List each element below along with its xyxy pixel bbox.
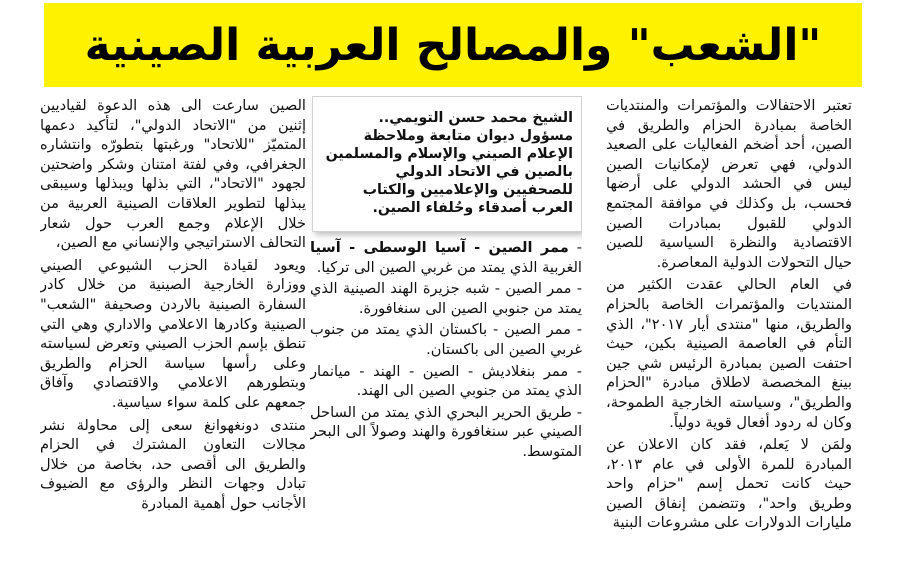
article-column-middle xyxy=(310,96,582,583)
corridor-name: طريق الحرير البحري xyxy=(446,403,572,421)
corridor-name: ممر الصين - شبه جزيرة الهند الصينية xyxy=(342,280,572,298)
headline-title: "الشعب" والمصالح العربية الصينية xyxy=(84,19,822,71)
corridor-description: الذي يمتد من الساحل الصيني عبر سنغافورة والهند وصولاً الى البحر المتوسط. xyxy=(310,403,582,460)
corridor-name: ممر بنغلاديش - الصين - الهند - xyxy=(359,362,569,380)
list-item: - ممر الصين - باكستان الذي يمتد من جنوب غربي الصين الى باكستان. xyxy=(310,321,582,358)
headline-banner xyxy=(44,3,862,87)
paragraph: تعتبر الاحتفالات والمؤتمرات والمنتديات الخاصة بمبادرة الحزام والطريق في الصين، أحد أضخم الفعاليات على الصعيد الدولي، فهي تعرض لإمكانيات الصين ليس في الحشد الدولي على أرضها فحسب، بل وكذلك في موافقة المجتمع الدولي للقبول بمبادرات الصين الاقتصادية والنظرة السياسية للصين حيال التحولات الدولية المعاصرة. xyxy=(606,97,852,271)
corridor-description: الذي يمتد من جنوب غربي الصين الى باكستان. xyxy=(310,321,582,358)
list-item: - ممر بنغلاديش - الصين - الهند - ميانمار الذي يمتد من جنوبي الصين الى الهند. xyxy=(310,362,582,400)
quote-author: الشيخ محمد حسن التويمي.. xyxy=(378,110,573,126)
corridor-description: ميانمار الذي يمتد من جنوبي الصين الى الهند. xyxy=(310,362,582,400)
paragraph: منتدى دونغهوانغ سعى إلى محاولة نشر مجالات التعاون المشترك في الحزام والطريق الى أقصى حد، بخاصة من خلال تبادل وجهات النظر والرؤى مع الضيوف الأجانب حول أهمية المبادرة xyxy=(40,416,306,512)
paragraph: ويعود لقيادة الحزب الشيوعي الصيني ووزارة الخارجية الصينية من خلال كادر السفارة الصينية بالاردن وصحيفة "الشعب" الصينية وكادرها الاعلامي والاداري وهي التي تنطق بإسم الحزب الصيني وتعرض لسياسته وعلى رأسها سياسة الحزام والطريق وبتطورهم الاعلامي والاقتصادي وآفاق جمعهم على كلمة سواء سياسية. xyxy=(40,256,306,411)
author-quote-box xyxy=(312,96,582,232)
corridor-description: الغربية الذي يمتد من غربي الصين الى تركيا. xyxy=(316,258,582,276)
paragraph: الصين سارعت الى هذه الدعوة لقياديين إثنين من "الاتحاد الدولي"، لتأكيد دعمها المتميّز "للاتحاد" ورغبتها بتطورّه وانتشاره الجغرافي، وفي لفتة امتنان وشكر واضحتين لجهود "الاتحاد"، التي بذلها ويبذلها وسيبقى يبذلها لتطوير العلاقات الصينية العربية من خلال الإعلام وجمع العرب حول شعار التحالف الاستراتيجي والإنساني مع الصين، xyxy=(40,97,306,252)
list-item: - ممر الصين - آسيا الوسطى - آسيا الغربية الذي يمتد من غربي الصين الى تركيا. xyxy=(310,239,582,276)
corridor-description: الذي يمتد من جنوبي الصين الى سنغافورة. xyxy=(310,280,582,317)
list-item: - ممر الصين - شبه جزيرة الهند الصينية الذي يمتد من جنوبي الصين الى سنغافورة. xyxy=(310,280,582,317)
corridor-name: ممر الصين - باكستان xyxy=(439,321,571,339)
paragraph: في العام الحالي عقدت الكثير من المنتديات والمؤتمرات الخاصة بالحزام والطريق، منها "منتدى أيار ٢٠١٧"، الذي التأم في العاصمة الصينية بكين، حيث احتفت الصين بمبادرة الرئيس شي جين بينغ المخصصة لاطلاق مبادرة "الحزام والطريق"، وسياسته الخارجية الطموحة، وكان له ردود أفعال قوية دولياً. xyxy=(606,276,852,431)
paragraph: ولمَن لا يَعلم، فقد كان الاعلان عن المبادرة للمرة الأولى في عام ٢٠١٣، حيث كانت تحمل إسم "حزام واحد وطريق واحد"، وتتضمن إنفاق الصين مليارات الدولارات على مشروعات البنية xyxy=(606,436,852,532)
list-item: - طريق الحرير البحري الذي يمتد من الساحل الصيني عبر سنغافورة والهند وصولاً الى البحر المتوسط. xyxy=(310,403,582,460)
corridor-name: ممر الصين - آسيا الوسطى - آسيا xyxy=(310,239,569,256)
quote-text: مسؤول ديوان متابعة وملاحظة الإعلام الصيني والإسلام والمسلمين بالصين في الاتحاد الدولي للصحفيين والإعلاميين والكتاب العرب أصدقاء وحُلفاء الصين. xyxy=(325,128,573,216)
article-column-right xyxy=(606,96,852,583)
article-column-left xyxy=(40,96,306,583)
